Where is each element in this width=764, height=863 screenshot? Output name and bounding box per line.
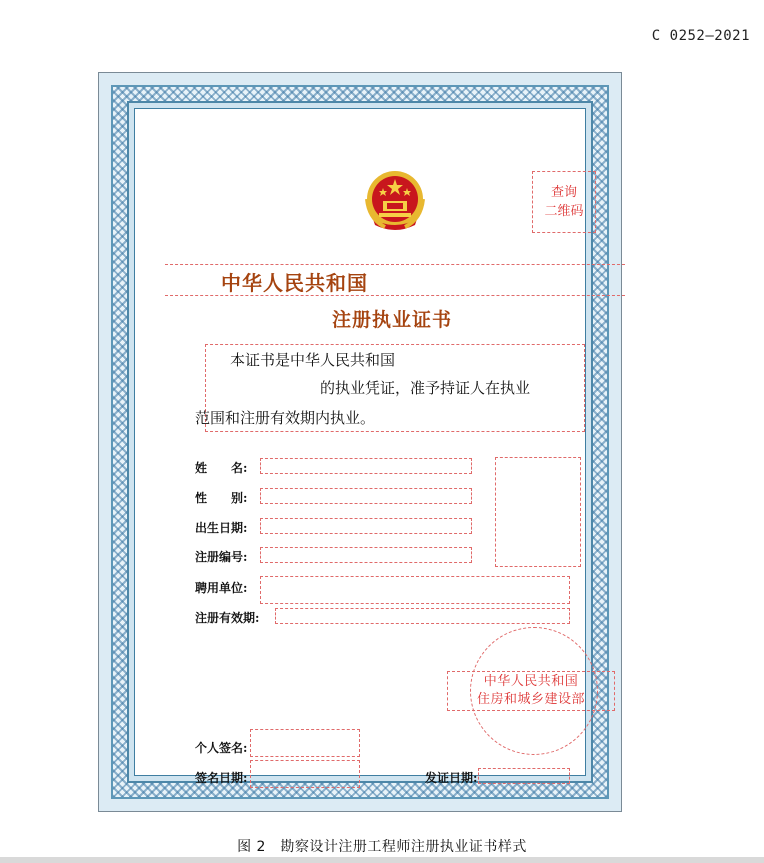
label-gender: 性 别: [195,491,248,505]
statement-line1: 本证书是中华人民共和国 [230,351,396,369]
birth-date-field [260,518,472,534]
seal-line2: 住房和城乡建设部 [476,692,585,707]
statement-line2: 的执业凭证，准予持证人在执业 [320,379,531,397]
validity-field [275,608,570,624]
qr-placeholder-line1: 查询 [550,185,577,200]
qr-code-placeholder [532,171,596,233]
photo-placeholder [495,457,581,567]
decorative-border-inner [127,101,593,783]
figure-caption: 图 2 勘察设计注册工程师注册执业证书样式 [237,839,527,855]
gender-field [260,488,472,504]
label-employer: 聘用单位: [195,581,248,595]
statement-line3: 范围和注册有效期内执业。 [195,409,376,427]
certificate-title-country: 中华人民共和国 [221,271,368,295]
signature-field [250,729,360,757]
issue-date-field [478,768,570,784]
certificate-title: 注册执业证书 [332,309,453,331]
decorative-border [111,85,609,799]
national-emblem-icon [365,169,425,233]
certificate-body [134,108,586,785]
sign-date-field [250,760,360,788]
name-field [260,458,472,474]
label-issue-date: 发证日期: [425,771,478,785]
employer-field [260,576,570,604]
label-sign-date: 签名日期: [195,771,248,785]
seal-line1: 中华人民共和国 [483,674,579,689]
document-code: C 0252—2021 [651,28,750,44]
label-validity: 注册有效期: [195,611,260,625]
reg-number-field [260,547,472,563]
label-name: 姓 名: [195,461,248,475]
certificate-sample [98,72,622,812]
label-birth-date: 出生日期: [195,521,248,535]
qr-placeholder-line2: 二维码 [544,204,584,219]
seal-text-box [447,671,615,711]
page-bottom-strip [0,857,764,863]
label-reg-number: 注册编号: [195,550,248,564]
label-signature: 个人签名: [195,741,248,755]
